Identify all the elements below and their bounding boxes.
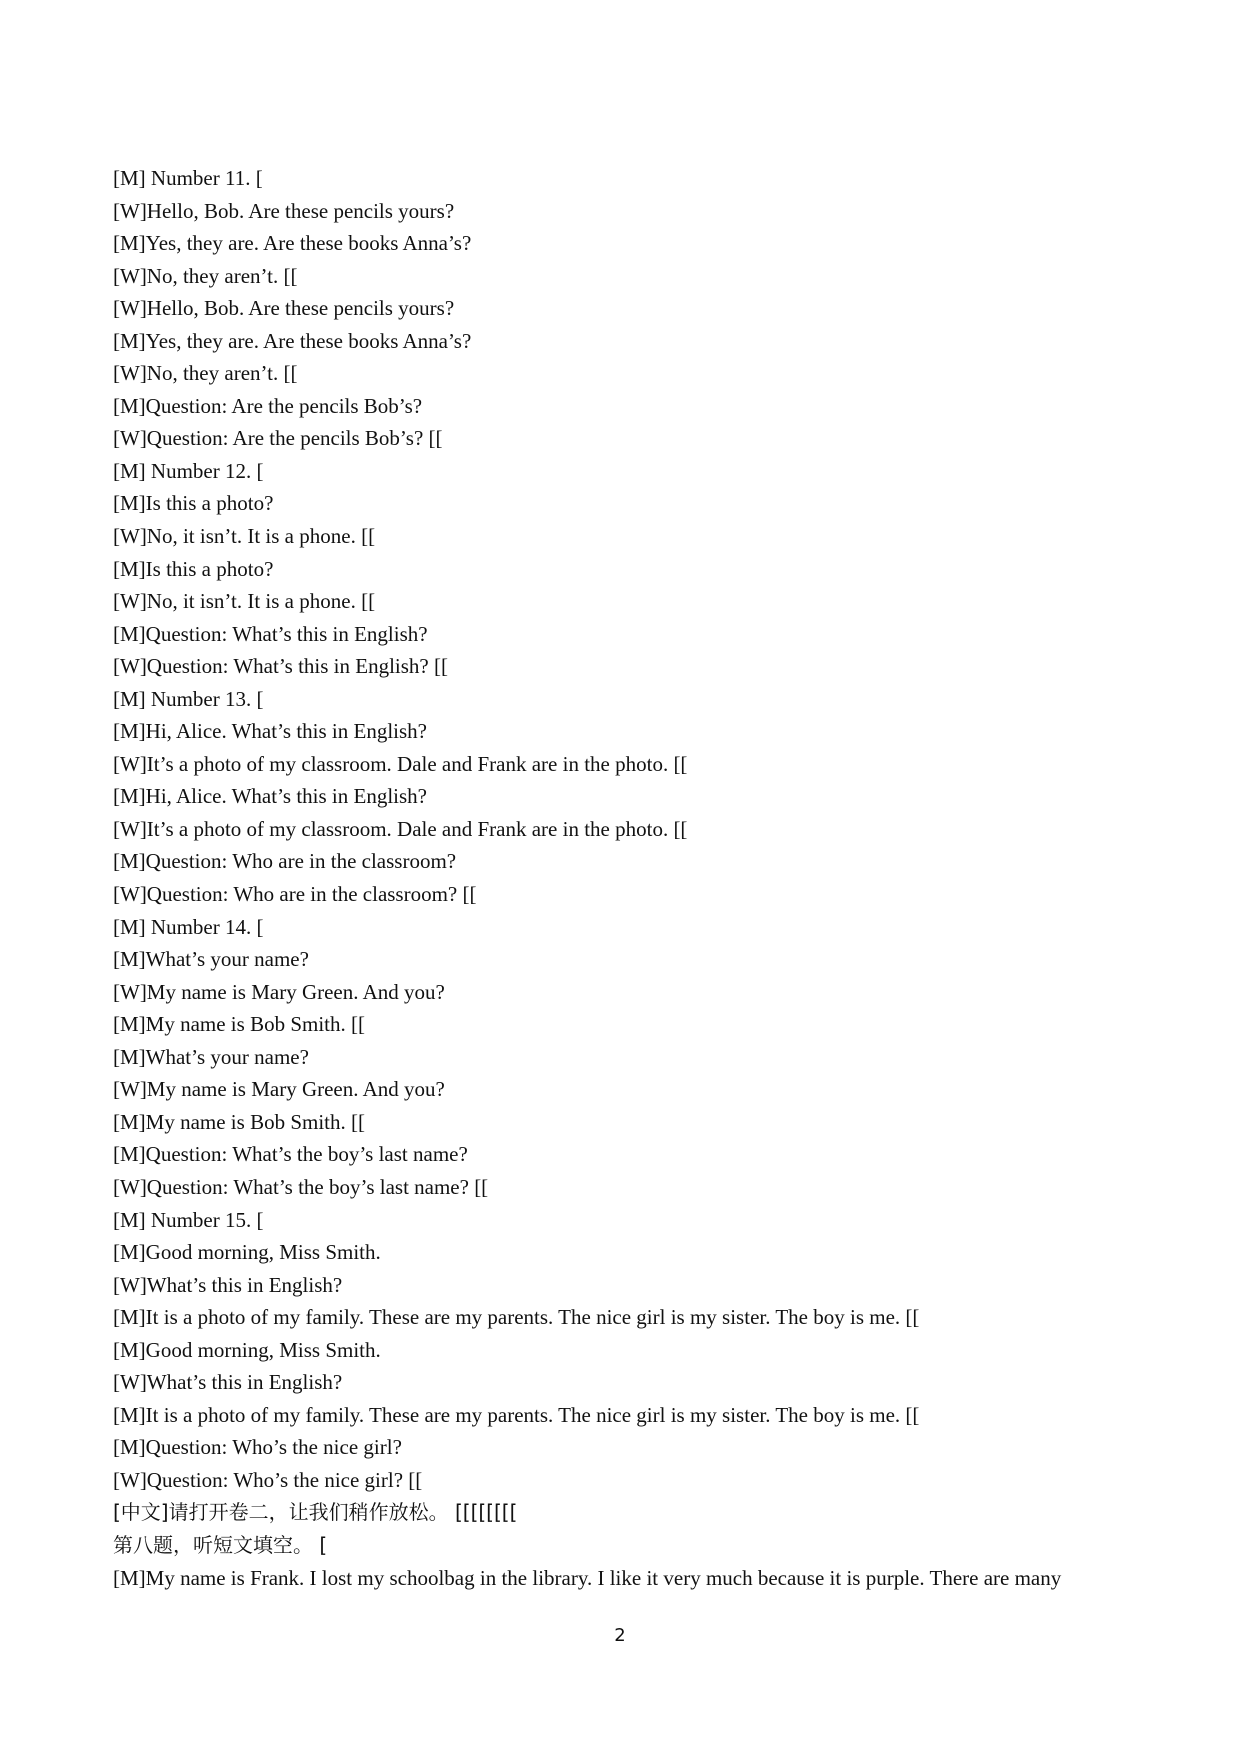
transcript-line: [W]No, it isn’t. It is a phone. [[ [113, 589, 376, 614]
section-heading-line: 第八题，听短文填空。 [ [113, 1532, 328, 1557]
transcript-line: [M]My name is Frank. I lost my schoolbag in the library. I like it very much because it is purple. There are many [113, 1565, 1062, 1590]
transcript-line: [W]Question: Who’s the nice girl? [[ [113, 1467, 423, 1492]
transcript-line: [W]Question: What’s this in English? [[ [113, 654, 448, 679]
chinese-instruction-line: [中文]请打开卷二，让我们稍作放松。 [[[[[[[[ [113, 1500, 518, 1525]
transcript-line: [M]Hi, Alice. What’s this in English? [113, 784, 427, 809]
transcript-line: [W]It’s a photo of my classroom. Dale and Frank are in the photo. [[ [113, 751, 688, 776]
transcript-line: [M]Hi, Alice. What’s this in English? [113, 719, 427, 744]
transcript-line: [W]My name is Mary Green. And you? [113, 1077, 445, 1102]
transcript-line: [W]No, they aren’t. [[ [113, 263, 298, 288]
transcript-line: [W]It’s a photo of my classroom. Dale and Frank are in the photo. [[ [113, 816, 688, 841]
transcript-line: [W]No, it isn’t. It is a phone. [[ [113, 524, 376, 549]
transcript-line: [M]What’s your name? [113, 947, 309, 972]
transcript-line: [M]Question: What’s the boy’s last name? [113, 1142, 468, 1167]
transcript-line: [W]Hello, Bob. Are these pencils yours? [113, 198, 455, 223]
transcript-line: [M]My name is Bob Smith. [[ [113, 1109, 365, 1134]
transcript-line: [W]Question: Who are in the classroom? [[ [113, 882, 477, 907]
transcript-line: [M]Question: Are the pencils Bob’s? [113, 393, 423, 418]
transcript-line: [M]Is this a photo? [113, 491, 274, 516]
transcript-line: [M] Number 14. [ [113, 914, 264, 939]
transcript-line: [M]Good morning, Miss Smith. [113, 1240, 381, 1265]
transcript-line: [W]Question: What’s the boy’s last name? [[ [113, 1174, 489, 1199]
transcript-line: [W]No, they aren’t. [[ [113, 361, 298, 386]
transcript-line: [M]Good morning, Miss Smith. [113, 1337, 381, 1362]
transcript-line: [W]My name is Mary Green. And you? [113, 979, 445, 1004]
transcript-line: [M]It is a photo of my family. These are my parents. The nice girl is my sister. The boy is me. [[ [113, 1402, 920, 1427]
transcript-line: [M]Yes, they are. Are these books Anna’s? [113, 231, 472, 256]
transcript-line: [M] Number 15. [ [113, 1207, 264, 1232]
transcript-line: [W]What’s this in English? [113, 1272, 343, 1297]
transcript-line: [M]Yes, they are. Are these books Anna’s? [113, 328, 472, 353]
page-number: 2 [614, 1625, 626, 1646]
transcript-line: [M]What’s your name? [113, 1044, 309, 1069]
transcript-line: [W]Question: Are the pencils Bob’s? [[ [113, 426, 443, 451]
transcript-line: [M]Question: What’s this in English? [113, 621, 428, 646]
transcript-line: [M] Number 13. [ [113, 686, 264, 711]
transcript-line: [M]It is a photo of my family. These are my parents. The nice girl is my sister. The boy is me. [[ [113, 1305, 920, 1330]
transcript-line: [W]What’s this in English? [113, 1370, 343, 1395]
transcript-line: [M]Question: Who’s the nice girl? [113, 1435, 402, 1460]
transcript-line: [W]Hello, Bob. Are these pencils yours? [113, 296, 455, 321]
transcript-line: [M]My name is Bob Smith. [[ [113, 1012, 365, 1037]
transcript-line: [M] Number 11. [ [113, 166, 263, 190]
transcript-text [113, 162, 1133, 1594]
transcript-line: [M] Number 12. [ [113, 458, 264, 483]
transcript-line: [M]Is this a photo? [113, 556, 274, 581]
transcript-line: [M]Question: Who are in the classroom? [113, 849, 457, 874]
